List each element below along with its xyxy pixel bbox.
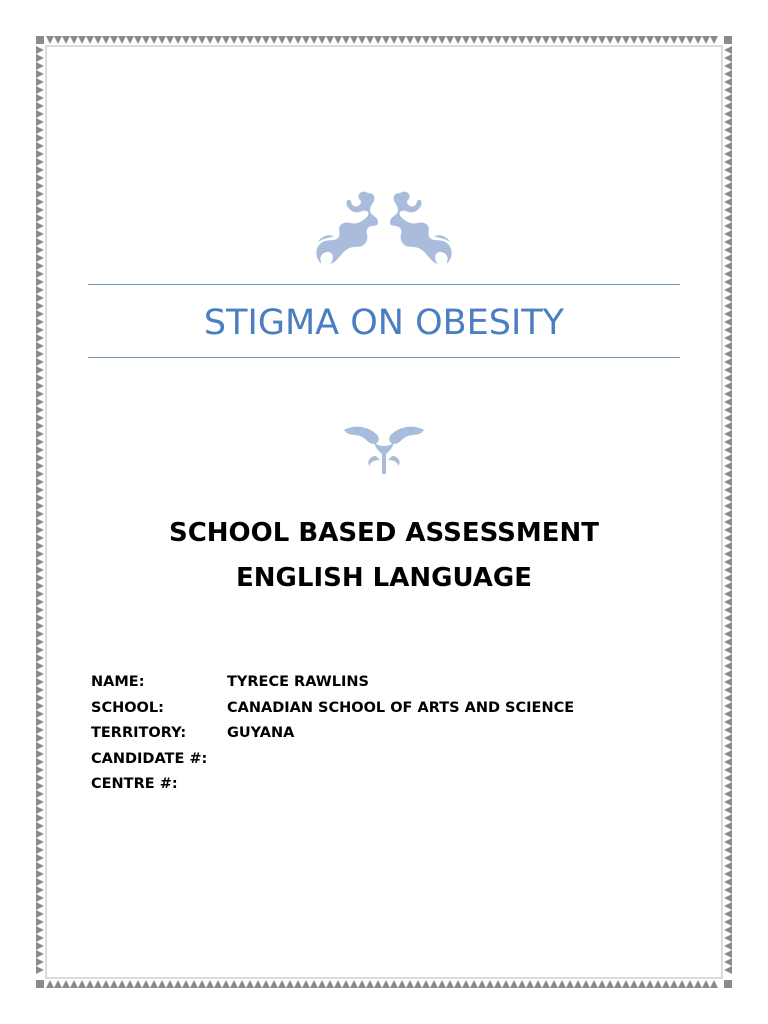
school-value: CANADIAN SCHOOL OF ARTS AND SCIENCE [227,699,575,716]
assessment-heading: SCHOOL BASED ASSESSMENT [168,518,600,548]
school-label: SCHOOL: [91,699,164,716]
name-label: NAME: [91,674,145,690]
territory-label: TERRITORY: [91,725,187,741]
floral-flourish-icon [308,186,460,276]
subject-heading: ENGLISH LANGUAGE [236,563,532,593]
info-row-name [91,670,574,696]
name-value: TYRECE RAWLINS [227,674,369,690]
leaf-flourish-icon [340,420,428,480]
info-row-school [91,696,574,722]
candidate-info [91,670,574,798]
candidate-number-label: CANDIDATE #: [91,750,208,767]
info-row-territory [91,721,574,747]
info-row-centre [91,772,574,798]
centre-number-label: CENTRE #: [91,776,178,792]
document-title: STIGMA ON OBESITY [203,303,565,343]
territory-value: GUYANA [227,725,295,741]
title-rule-bottom [88,357,680,358]
title-rule-top [88,284,680,285]
info-row-candidate [91,747,574,773]
